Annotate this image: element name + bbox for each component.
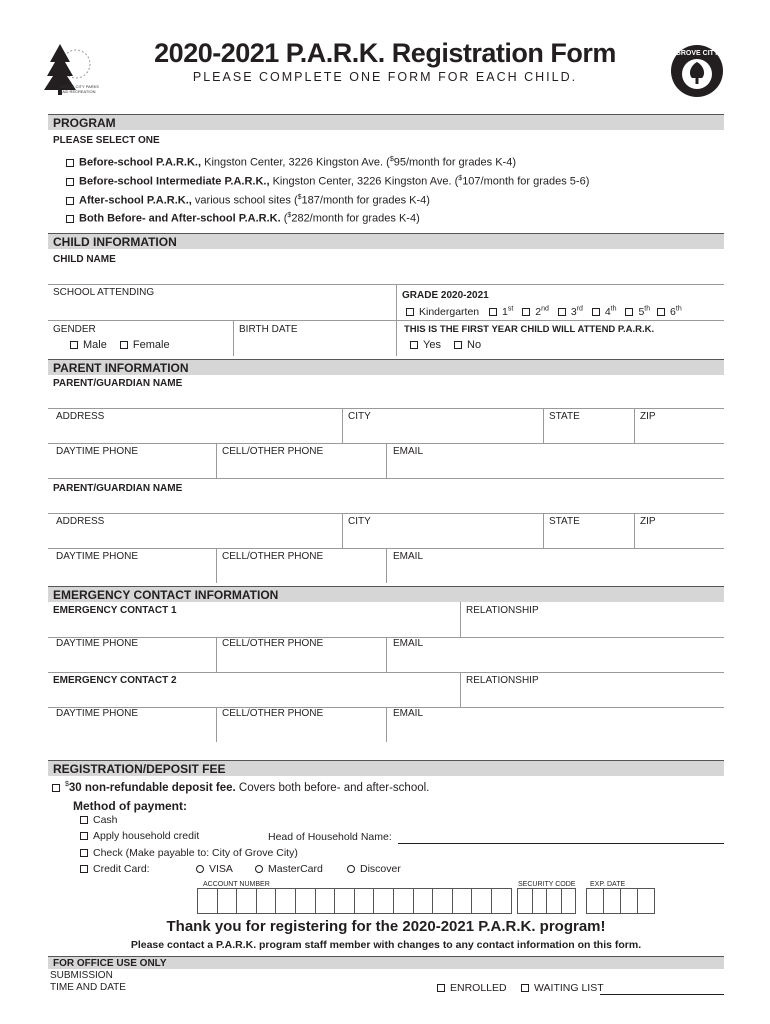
exp-digit-box[interactable] xyxy=(637,888,655,914)
divider xyxy=(216,443,217,478)
grade-6[interactable]: 6th xyxy=(657,306,682,318)
parent1-email-label: EMAIL xyxy=(393,446,424,457)
emergency1-cell-label: CELL/OTHER PHONE xyxy=(222,638,324,649)
checkbox-icon[interactable] xyxy=(66,159,74,167)
exp-digit-box[interactable] xyxy=(620,888,638,914)
emergency1-email-label: EMAIL xyxy=(393,638,424,649)
checkbox-icon[interactable] xyxy=(66,178,74,186)
divider xyxy=(216,548,217,583)
fee-description: Covers both before- and after-school. xyxy=(235,781,430,794)
payment-household-credit[interactable]: Apply household credit xyxy=(80,829,199,843)
first-year-options xyxy=(410,338,481,352)
option-price: 187/month for grades K-4) xyxy=(301,194,430,207)
option-price: 107/month for grades 5-6) xyxy=(462,175,590,188)
fee-heading: REGISTRATION/DEPOSIT FEE xyxy=(48,760,724,776)
checkbox-icon[interactable] xyxy=(522,308,530,316)
account-digit-box[interactable] xyxy=(373,888,394,914)
radio-icon[interactable] xyxy=(196,865,204,873)
program-option-intermediate[interactable] xyxy=(66,172,589,189)
grade-5[interactable]: 5th xyxy=(625,306,650,318)
exp-digit-box[interactable] xyxy=(586,888,604,914)
option-name: Before-school Intermediate P.A.R.K., xyxy=(79,175,270,188)
parent2-name-label: PARENT/GUARDIAN NAME xyxy=(53,483,183,494)
gender-male[interactable]: Male xyxy=(70,339,107,351)
radio-icon[interactable] xyxy=(347,865,355,873)
parent1-daytime-label: DAYTIME PHONE xyxy=(56,446,139,457)
account-digit-box[interactable] xyxy=(393,888,414,914)
payment-credit-card[interactable]: Credit Card: xyxy=(80,862,150,876)
account-number-label: ACCOUNT NUMBER xyxy=(203,881,270,888)
dollar-sign: $ xyxy=(65,781,69,788)
fee-line[interactable] xyxy=(52,778,429,795)
submission-label: SUBMISSION xyxy=(50,970,113,981)
parent2-city-label: CITY xyxy=(348,516,371,527)
divider xyxy=(342,408,343,443)
emergency2-cell-label: CELL/OTHER PHONE xyxy=(222,708,324,719)
account-digit-box[interactable] xyxy=(275,888,296,914)
dollar-sign: $ xyxy=(389,156,394,163)
school-field[interactable] xyxy=(48,284,396,320)
checkbox-icon[interactable] xyxy=(80,849,88,857)
emergency2-email-label: EMAIL xyxy=(393,708,424,719)
option-detail: Kingston Center, 3226 Kingston Ave. ( xyxy=(269,175,459,188)
account-digit-box[interactable] xyxy=(256,888,277,914)
option-price: 282/month for grades K-4) xyxy=(291,212,420,225)
parent2-email-label: EMAIL xyxy=(393,551,424,562)
school-label: SCHOOL ATTENDING xyxy=(53,287,155,298)
grade-2[interactable]: 2nd xyxy=(522,306,549,318)
payment-method-label: Method of payment: xyxy=(73,799,187,813)
security-digit-box[interactable] xyxy=(546,888,562,914)
divider xyxy=(386,637,387,672)
fee-amount: 30 non-refundable deposit fee. xyxy=(68,781,236,794)
dollar-sign: $ xyxy=(458,175,463,182)
parent2-state-label: STATE xyxy=(549,516,580,527)
gender-female[interactable]: Female xyxy=(120,339,170,351)
parent1-name-label: PARENT/GUARDIAN NAME xyxy=(53,378,183,389)
checkbox-icon[interactable] xyxy=(120,341,128,349)
checkbox-icon[interactable] xyxy=(521,984,529,992)
option-detail: Kingston Center, 3226 Kingston Ave. ( xyxy=(201,156,390,169)
divider xyxy=(48,408,724,409)
office-use-heading: FOR OFFICE USE ONLY xyxy=(48,956,724,969)
emergency2-label: EMERGENCY CONTACT 2 xyxy=(53,675,177,686)
divider xyxy=(460,672,461,707)
checkbox-icon[interactable] xyxy=(52,784,60,792)
payment-cash[interactable]: Cash xyxy=(80,813,118,827)
checkbox-icon[interactable] xyxy=(558,308,566,316)
emergency-heading: EMERGENCY CONTACT INFORMATION xyxy=(48,586,724,602)
option-price: 95/month for grades K-4) xyxy=(393,156,517,169)
program-heading: PROGRAM xyxy=(48,114,724,130)
account-digit-box[interactable] xyxy=(315,888,336,914)
checkbox-icon[interactable] xyxy=(454,341,462,349)
grade-4[interactable]: 4th xyxy=(592,306,617,318)
program-option-after[interactable] xyxy=(66,191,430,208)
parent1-state-label: STATE xyxy=(549,411,580,422)
grade-options xyxy=(406,302,682,319)
option-name: Both Before- and After-school P.A.R.K. xyxy=(79,212,281,225)
account-digit-box[interactable] xyxy=(217,888,238,914)
checkbox-icon[interactable] xyxy=(592,308,600,316)
account-digit-box[interactable] xyxy=(334,888,355,914)
payment-check[interactable]: Check (Make payable to: City of Grove City) xyxy=(80,846,298,860)
card-discover[interactable]: Discover xyxy=(347,862,401,876)
account-digit-box[interactable] xyxy=(491,888,512,914)
option-detail: various school sites ( xyxy=(191,194,298,207)
first-year-no[interactable]: No xyxy=(454,339,481,351)
divider xyxy=(634,408,635,443)
checkbox-icon[interactable] xyxy=(80,865,88,873)
divider xyxy=(48,513,724,514)
emergency2-daytime-label: DAYTIME PHONE xyxy=(56,708,139,719)
account-digit-box[interactable] xyxy=(236,888,257,914)
grade-label: GRADE 2020-2021 xyxy=(402,290,489,301)
form-subtitle: PLEASE COMPLETE ONE FORM FOR EACH CHILD. xyxy=(192,70,578,84)
account-digit-box[interactable] xyxy=(471,888,492,914)
right-logo-text: GROVE CITY xyxy=(675,50,719,57)
program-instruction: PLEASE SELECT ONE xyxy=(53,135,160,146)
parent2-name-field[interactable] xyxy=(48,495,724,513)
account-digit-box[interactable] xyxy=(354,888,375,914)
divider xyxy=(216,707,217,742)
option-detail: ( xyxy=(280,212,288,225)
grade-kindergarten[interactable]: Kindergarten xyxy=(406,306,479,318)
birth-date-label: BIRTH DATE xyxy=(239,324,298,335)
waiting-list-line[interactable] xyxy=(600,994,724,995)
parent1-city-label: CITY xyxy=(348,411,371,422)
card-mastercard[interactable]: MasterCard xyxy=(255,862,323,876)
child-name-field[interactable] xyxy=(48,266,724,284)
left-logo-text: GROVE CITY PARKS AND RECREATION xyxy=(60,84,99,94)
time-date-label: TIME AND DATE xyxy=(50,982,126,993)
grade-1[interactable]: 1st xyxy=(489,306,513,318)
checkbox-icon[interactable] xyxy=(66,215,74,223)
account-digit-box[interactable] xyxy=(413,888,434,914)
checkbox-icon[interactable] xyxy=(625,308,633,316)
emergency1-daytime-label: DAYTIME PHONE xyxy=(56,638,139,649)
account-digit-box[interactable] xyxy=(295,888,316,914)
left-logo xyxy=(40,38,100,98)
child-heading: CHILD INFORMATION xyxy=(48,233,724,249)
program-option-before[interactable] xyxy=(66,153,516,170)
program-option-both[interactable] xyxy=(66,209,420,226)
parent1-cell-label: CELL/OTHER PHONE xyxy=(222,446,324,457)
exp-digit-box[interactable] xyxy=(603,888,621,914)
child-name-label: CHILD NAME xyxy=(53,254,116,265)
divider xyxy=(342,513,343,548)
parent2-cell-label: CELL/OTHER PHONE xyxy=(222,551,324,562)
option-name: After-school P.A.R.K., xyxy=(79,194,192,207)
grade-3[interactable]: 3rd xyxy=(558,306,583,318)
parent1-name-field[interactable] xyxy=(48,390,724,408)
emergency1-label: EMERGENCY CONTACT 1 xyxy=(53,605,177,616)
option-name: Before-school P.A.R.K., xyxy=(79,156,202,169)
divider xyxy=(460,602,461,637)
form-title: 2020-2021 P.A.R.K. Registration Form xyxy=(154,38,616,68)
security-digit-box[interactable] xyxy=(532,888,548,914)
divider xyxy=(48,672,724,673)
emergency1-relationship-label: RELATIONSHIP xyxy=(466,605,539,616)
birth-date-field[interactable] xyxy=(234,320,396,356)
divider xyxy=(216,637,217,672)
account-digit-box[interactable] xyxy=(452,888,473,914)
parent2-daytime-label: DAYTIME PHONE xyxy=(56,551,139,562)
right-logo xyxy=(670,44,724,98)
checkbox-icon[interactable] xyxy=(80,832,88,840)
checkbox-icon[interactable] xyxy=(70,341,78,349)
checkbox-icon[interactable] xyxy=(66,197,74,205)
gender-label: GENDER xyxy=(53,324,96,335)
dollar-sign: $ xyxy=(287,212,292,219)
emergency2-relationship-label: RELATIONSHIP xyxy=(466,675,539,686)
parent-heading: PARENT INFORMATION xyxy=(48,359,724,375)
contact-message: Please contact a P.A.R.K. program staff member with changes to any contact information on this form. xyxy=(130,939,642,951)
checkbox-icon[interactable] xyxy=(657,308,665,316)
divider xyxy=(543,408,544,443)
security-code-label: SECURITY CODE xyxy=(518,881,576,888)
divider xyxy=(386,548,387,583)
divider xyxy=(634,513,635,548)
dollar-sign: $ xyxy=(297,194,302,201)
office-waiting-list[interactable]: WAITING LIST xyxy=(521,981,604,995)
checkbox-icon[interactable] xyxy=(80,816,88,824)
divider xyxy=(48,478,724,479)
security-digit-box[interactable] xyxy=(561,888,577,914)
divider xyxy=(386,707,387,742)
first-year-label: THIS IS THE FIRST YEAR CHILD WILL ATTEND P.A.R.K. xyxy=(404,324,655,335)
checkbox-icon[interactable] xyxy=(406,308,414,316)
checkbox-icon[interactable] xyxy=(437,984,445,992)
divider xyxy=(543,513,544,548)
parent1-address-label: ADDRESS xyxy=(56,411,105,422)
head-of-household-label: Head of Household Name: xyxy=(268,831,392,843)
account-digit-box[interactable] xyxy=(432,888,453,914)
parent2-address-label: ADDRESS xyxy=(56,516,105,527)
radio-icon[interactable] xyxy=(255,865,263,873)
head-of-household-field[interactable] xyxy=(398,843,724,844)
parent1-zip-label: ZIP xyxy=(640,411,656,422)
divider xyxy=(386,443,387,478)
office-enrolled[interactable]: ENROLLED xyxy=(437,981,507,995)
checkbox-icon[interactable] xyxy=(489,308,497,316)
thank-you-message: Thank you for registering for the 2020-2021 P.A.R.K. program! xyxy=(166,918,606,935)
security-digit-box[interactable] xyxy=(517,888,533,914)
exp-date-label: EXP. DATE xyxy=(590,881,626,888)
card-visa[interactable]: VISA xyxy=(196,862,233,876)
first-year-yes[interactable]: Yes xyxy=(410,339,441,351)
parent2-zip-label: ZIP xyxy=(640,516,656,527)
gender-options xyxy=(70,338,170,352)
account-digit-box[interactable] xyxy=(197,888,218,914)
checkbox-icon[interactable] xyxy=(410,341,418,349)
